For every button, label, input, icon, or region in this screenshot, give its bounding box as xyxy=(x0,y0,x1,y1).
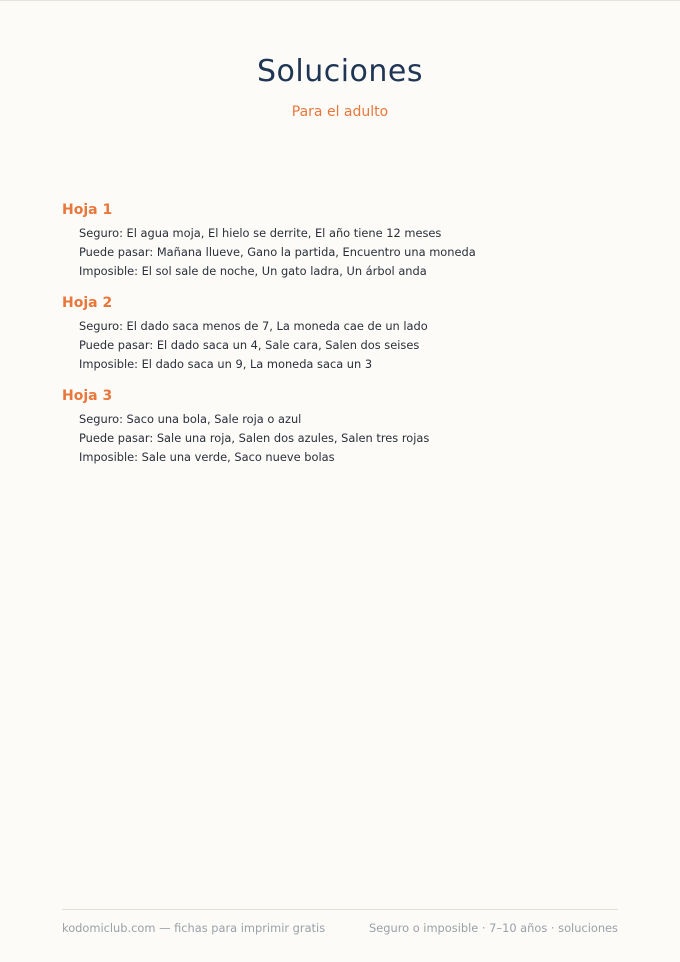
page-subtitle: Para el adulto xyxy=(291,104,389,120)
answer-line-puede-pasar: Puede pasar: El dado saca un 4, Sale cara, Salen dos seises xyxy=(79,338,420,352)
page-footer xyxy=(62,909,618,936)
footer-worksheet-info: Seguro o imposible · 7–10 años · soluciones xyxy=(369,921,618,935)
section-hoja-2 xyxy=(62,293,622,374)
answer-lines xyxy=(62,224,622,281)
answer-lines xyxy=(62,410,622,467)
answer-line-seguro: Seguro: Saco una bola, Sale roja o azul xyxy=(79,412,302,426)
answer-line-seguro: Seguro: El dado saca menos de 7, La moneda cae de un lado xyxy=(79,319,428,333)
answer-line-imposible: Imposible: Sale una verde, Saco nueve bolas xyxy=(79,450,335,464)
footer-site-text: kodomiclub.com — fichas para imprimir gratis xyxy=(62,921,326,935)
page-title: Soluciones xyxy=(256,54,424,89)
section-heading: Hoja 1 xyxy=(62,202,113,218)
answer-line-puede-pasar: Puede pasar: Mañana llueve, Gano la partida, Encuentro una moneda xyxy=(79,245,476,259)
answer-lines xyxy=(62,317,622,374)
answer-line-imposible: Imposible: El sol sale de noche, Un gato ladra, Un árbol anda xyxy=(79,264,427,278)
section-hoja-1 xyxy=(62,200,622,281)
section-hoja-3 xyxy=(62,386,622,467)
answer-line-seguro: Seguro: El agua moja, El hielo se derrite, El año tiene 12 meses xyxy=(79,226,442,240)
answer-line-imposible: Imposible: El dado saca un 9, La moneda saca un 3 xyxy=(79,357,373,371)
section-heading: Hoja 2 xyxy=(62,295,113,311)
answer-line-puede-pasar: Puede pasar: Sale una roja, Salen dos azules, Salen tres rojas xyxy=(79,431,430,445)
solutions-list xyxy=(62,200,622,479)
section-heading: Hoja 3 xyxy=(62,388,113,404)
